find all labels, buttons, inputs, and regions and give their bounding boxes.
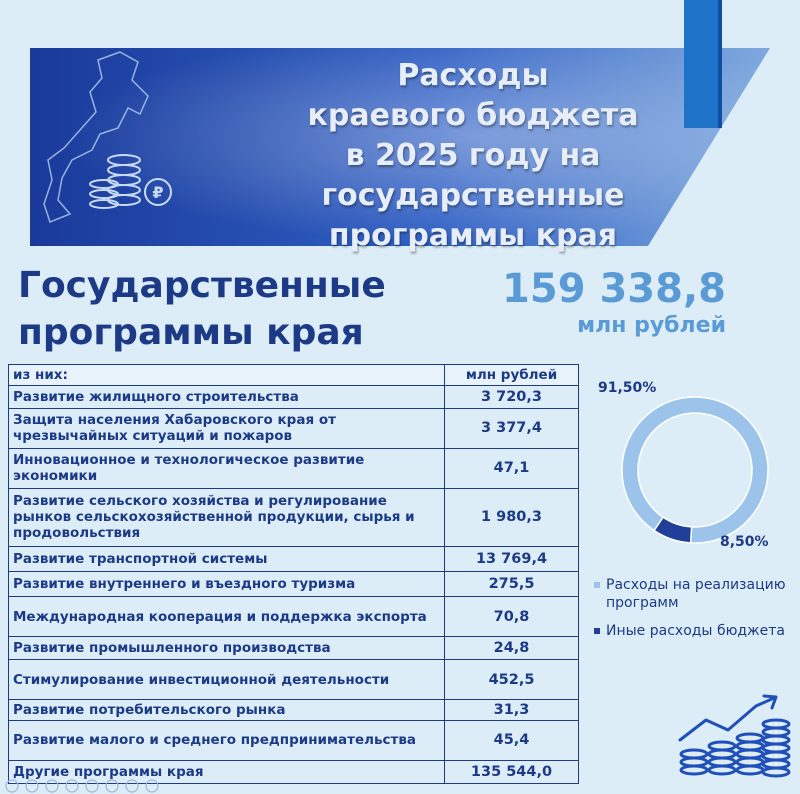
row-name: Развитие потребительского рынка	[9, 700, 445, 721]
banner-title-line: программы края	[328, 218, 618, 253]
total-unit: млн рублей	[577, 313, 726, 338]
svg-text:₽: ₽	[152, 183, 164, 202]
donut-slice	[622, 397, 768, 543]
header-value: млн рублей	[445, 365, 579, 386]
footer-social-icons	[4, 778, 174, 794]
slice-value-label: 91,50%	[598, 380, 657, 396]
banner-title-line: государственные	[321, 178, 625, 213]
table-row	[9, 597, 579, 637]
row-name: Развитие малого и среднего предпринимательства	[9, 721, 445, 761]
section-title-line: программы края	[18, 312, 364, 353]
row-value: 3 377,4	[445, 408, 579, 448]
row-value: 70,8	[445, 597, 579, 637]
row-name: Защита населения Хабаровского края от чрезвычайных ситуаций и пожаров	[9, 408, 445, 448]
banner-title-line: Расходы	[397, 58, 549, 93]
donut-slice	[654, 517, 691, 543]
banner-title	[268, 56, 678, 256]
table-row	[9, 572, 579, 597]
slice-value-label: 8,50%	[720, 534, 769, 550]
legend-marker	[594, 628, 600, 634]
table-row	[9, 448, 579, 488]
banner-title-line: краевого бюджета	[307, 98, 639, 133]
row-value: 135 544,0	[445, 760, 579, 783]
table-row	[9, 547, 579, 572]
table-header-row	[9, 365, 579, 386]
row-value: 31,3	[445, 700, 579, 721]
header-name: из них:	[9, 365, 445, 386]
row-value: 275,5	[445, 572, 579, 597]
row-name: Стимулирование инвестиционной деятельности	[9, 660, 445, 700]
legend-label: Расходы на реализацию программ	[606, 577, 786, 611]
donut-chart	[590, 370, 800, 570]
chart-legend	[594, 576, 786, 650]
table-row	[9, 700, 579, 721]
row-name: Развитие жилищного строительства	[9, 385, 445, 408]
legend-item	[594, 622, 786, 640]
row-value: 1 980,3	[445, 488, 579, 547]
budget-table	[8, 364, 579, 784]
legend-item	[594, 576, 786, 612]
growth-chart-coins-icon	[672, 690, 794, 790]
table-row	[9, 660, 579, 700]
row-name: Развитие сельского хозяйства и регулирование рынков сельскохозяйственной продукции, сырья и продовольствия	[9, 488, 445, 547]
table-row	[9, 637, 579, 660]
row-name: Инновационное и технологическое развитие экономики	[9, 448, 445, 488]
row-value: 452,5	[445, 660, 579, 700]
section-title	[18, 262, 458, 356]
row-name: Развитие внутреннего и въездного туризма	[9, 572, 445, 597]
legend-label: Иные расходы бюджета	[606, 623, 785, 639]
table-row	[9, 488, 579, 547]
row-value: 13 769,4	[445, 547, 579, 572]
legend-marker	[594, 582, 600, 588]
row-name: Развитие транспортной системы	[9, 547, 445, 572]
row-value: 45,4	[445, 721, 579, 761]
table-row	[9, 385, 579, 408]
banner-title-line: в 2025 году на	[345, 138, 601, 173]
row-value: 47,1	[445, 448, 579, 488]
row-name: Другие программы края	[9, 760, 445, 783]
row-value: 3 720,3	[445, 385, 579, 408]
section-title-line: Государственные	[18, 265, 386, 306]
row-name: Развитие промышленного производства	[9, 637, 445, 660]
total-value: 159 338,8	[502, 266, 726, 312]
row-name: Международная кооперация и поддержка экспорта	[9, 597, 445, 637]
table-row	[9, 721, 579, 761]
table-row	[9, 408, 579, 448]
row-value: 24,8	[445, 637, 579, 660]
